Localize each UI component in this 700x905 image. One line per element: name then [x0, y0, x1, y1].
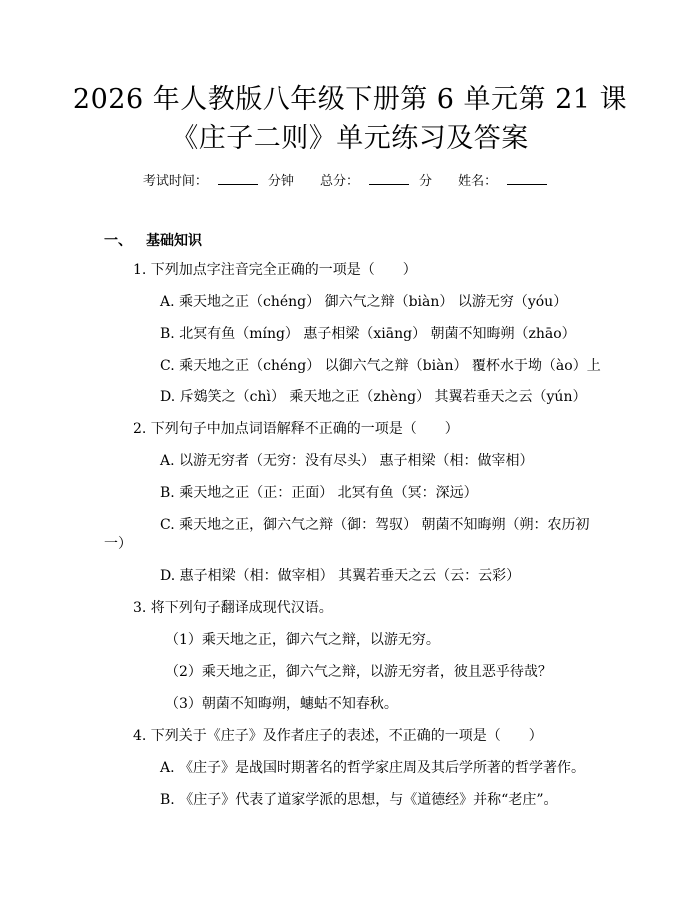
student-name-label: 姓名：: [458, 174, 498, 189]
student-name: [458, 174, 557, 189]
exam-time: [143, 174, 300, 189]
question-3-sentence-2: （2）乘天地之正，御六气之辩，以游无穷者，彼且恶乎待哉？: [165, 664, 552, 680]
exam-time-unit: 分钟: [267, 174, 294, 189]
total-score: [320, 174, 438, 189]
question-2-option-c: C. 乘天地之正，御六气之辩（御：驾驭） 朝菌不知晦朔（朔：农历初: [160, 517, 590, 533]
question-3-sentence-3: （3）朝菌不知晦朔，蟪蛄不知春秋。: [165, 696, 398, 712]
question-1-option-b: B. 北冥有鱼（míng） 惠子相梁（xiāng） 朝菌不知晦朔（zhāo）: [160, 326, 576, 342]
exam-time-blank: [218, 172, 258, 185]
question-2-option-c-continued: 一）: [104, 536, 132, 552]
total-score-unit: 分: [419, 174, 433, 189]
question-4-option-b: B. 《庄子》代表了道家学派的思想，与《道德经》并称“老庄”。: [160, 792, 558, 808]
question-1-stem: 1. 下列加点字注音完全正确的一项是（ ）: [133, 262, 417, 278]
total-score-blank: [369, 172, 409, 185]
exam-time-label: 考试时间：: [142, 174, 208, 189]
section-title: 基础知识: [146, 233, 202, 249]
question-2-option-d: D. 惠子相梁（相：做宰相） 其翼若垂天之云（云：云彩）: [160, 568, 521, 584]
question-2-stem: 2. 下列句子中加点词语解释不正确的一项是（ ）: [133, 421, 459, 437]
question-4-stem: 4. 下列关于《庄子》及作者庄子的表述，不正确的一项是（ ）: [133, 728, 543, 744]
question-3-stem: 3. 将下列句子翻译成现代汉语。: [133, 600, 333, 616]
exam-meta: [0, 170, 700, 189]
question-1-option-d: D. 斥鴳笑之（chì） 乘天地之正（zhèng） 其翼若垂天之云（yún）: [160, 389, 587, 405]
section-number: 一、: [104, 233, 132, 249]
page-title-line1: 2026 年人教版八年级下册第 6 单元第 21 课: [72, 84, 628, 115]
question-4-option-a: A. 《庄子》是战国时期著名的哲学家庄周及其后学所著的哲学著作。: [160, 760, 586, 776]
question-1-option-a: A. 乘天地之正（chéng） 御六气之辩（biàn） 以游无穷（yóu）: [160, 294, 568, 310]
question-3-sentence-1: （1）乘天地之正，御六气之辩，以游无穷。: [165, 632, 440, 648]
section-heading: [104, 230, 202, 250]
question-1-option-c: C. 乘天地之正（chéng） 以御六气之辩（biàn） 覆杯水于坳（ào）上: [160, 358, 601, 374]
total-score-label: 总分：: [319, 174, 359, 189]
question-2-option-b: B. 乘天地之正（正：正面） 北冥有鱼（冥：深远）: [160, 485, 478, 501]
question-2-option-a: A. 以游无穷者（无穷：没有尽头） 惠子相梁（相：做宰相）: [160, 453, 534, 469]
page-title-line2: 《庄子二则》单元练习及答案: [171, 123, 529, 154]
student-name-blank: [507, 172, 547, 185]
